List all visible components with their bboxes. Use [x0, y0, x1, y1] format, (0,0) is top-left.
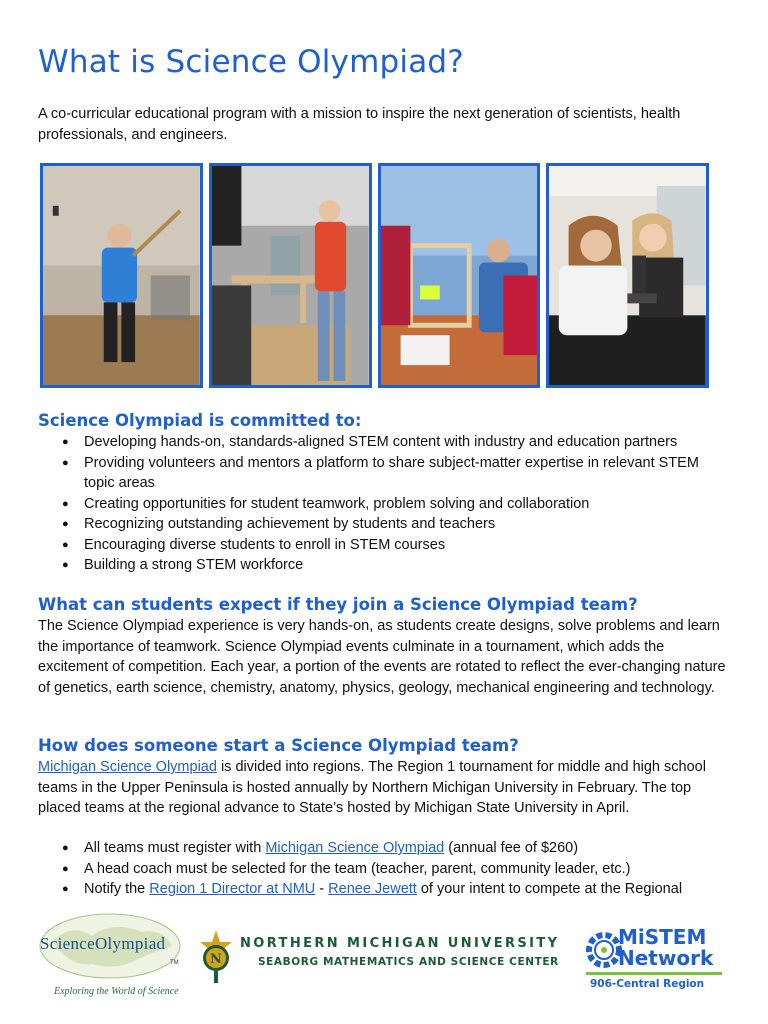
- mistem-network-logo: [582, 922, 732, 1002]
- req1-fee-text: (annual fee of $260): [444, 840, 579, 856]
- start-body-text: is divided into regions. The Region 1 tournament for middle and high school teams in the Upper Peninsula is hosted annually by Northern Michigan University in February. The top placed teams at the regional advance to State’s hosted by Michigan State University in April.: [38, 759, 706, 816]
- divider: [586, 972, 722, 975]
- photo-tower-build: [209, 163, 372, 388]
- footer-logos: [0, 910, 768, 1010]
- list-item: [62, 879, 732, 900]
- req3-text: Notify the: [84, 881, 150, 897]
- trademark-mark: TM: [170, 960, 179, 966]
- intro-text: A co-curricular educational program with a mission to inspire the next generation of scientists, health professionals, and engineers.: [38, 106, 681, 143]
- science-olympiad-wordmark: ScienceOlympiad: [40, 934, 166, 953]
- page-title: What is Science Olympiad?: [38, 44, 464, 80]
- photo-gallery: [40, 163, 709, 388]
- list-item: ● Creating opportunities for student teamwork, problem solving and collaboration: [62, 494, 732, 515]
- list-item: ● Providing volunteers and mentors a platform to share subject-matter expertise in relevant STEM topic areas: [62, 453, 732, 494]
- photo-students-testing: [378, 163, 541, 388]
- michigan-science-olympiad-link[interactable]: Michigan Science Olympiad: [38, 759, 217, 775]
- nmu-name: NORTHERN MICHIGAN UNIVERSITY: [240, 936, 560, 951]
- expect-body: The Science Olympiad experience is very hands-on, as students create designs, solve problems and learn the importance of teamwork. Science Olympiad events culminate in a tournament, which adds the excitement of competition. Each year, a portion of the events are rotated to reflect the ever-changing nature of genetics, earth science, chemistry, anatomy, physics, geology, mechanical engineering and technology.: [38, 618, 726, 696]
- requirements-list: [62, 838, 732, 900]
- mistem-region: 906-Central Region: [590, 978, 705, 990]
- commitment-heading: Science Olympiad is committed to:: [38, 411, 362, 430]
- register-mso-link[interactable]: Michigan Science Olympiad: [265, 840, 445, 856]
- nmu-subtitle: SEABORG MATHEMATICS AND SCIENCE CENTER: [258, 956, 559, 968]
- list-item: ● A head coach must be selected for the team (teacher, parent, community leader, etc.): [62, 859, 732, 880]
- nmu-logo: [198, 928, 558, 988]
- science-olympiad-logo: [32, 912, 192, 1004]
- req3-separator: -: [315, 881, 329, 897]
- region1-director-link[interactable]: Region 1 Director at NMU: [149, 881, 316, 897]
- network-wordmark: Network: [618, 946, 714, 970]
- req1-text: All teams must register with: [84, 840, 266, 856]
- list-item: ● Recognizing outstanding achievement by students and teachers: [62, 514, 732, 535]
- start-heading: How does someone start a Science Olympiad team?: [38, 736, 519, 755]
- science-olympiad-tagline: Exploring the World of Science: [54, 986, 179, 997]
- list-item: ● Developing hands-on, standards-aligned STEM content with industry and education partners: [62, 432, 732, 453]
- renee-jewett-link[interactable]: Renee Jewett: [328, 881, 417, 897]
- list-item: ● Encouraging diverse students to enroll in STEM courses: [62, 535, 732, 556]
- photo-lab-microscope: [546, 163, 709, 388]
- nmu-seal-icon: [198, 928, 234, 984]
- list-item: ● Building a strong STEM workforce: [62, 555, 732, 576]
- mistem-wordmark: MiSTEM: [618, 925, 707, 949]
- nmu-badge-letter: N: [210, 952, 222, 967]
- commitment-list: [62, 432, 732, 576]
- expect-heading: What can students expect if they join a Science Olympiad team?: [38, 595, 638, 614]
- photo-student-gym: [40, 163, 203, 388]
- req3-intent-text: of your intent to compete at the Regional: [416, 881, 683, 897]
- list-item: [62, 838, 732, 859]
- start-body: [38, 757, 730, 819]
